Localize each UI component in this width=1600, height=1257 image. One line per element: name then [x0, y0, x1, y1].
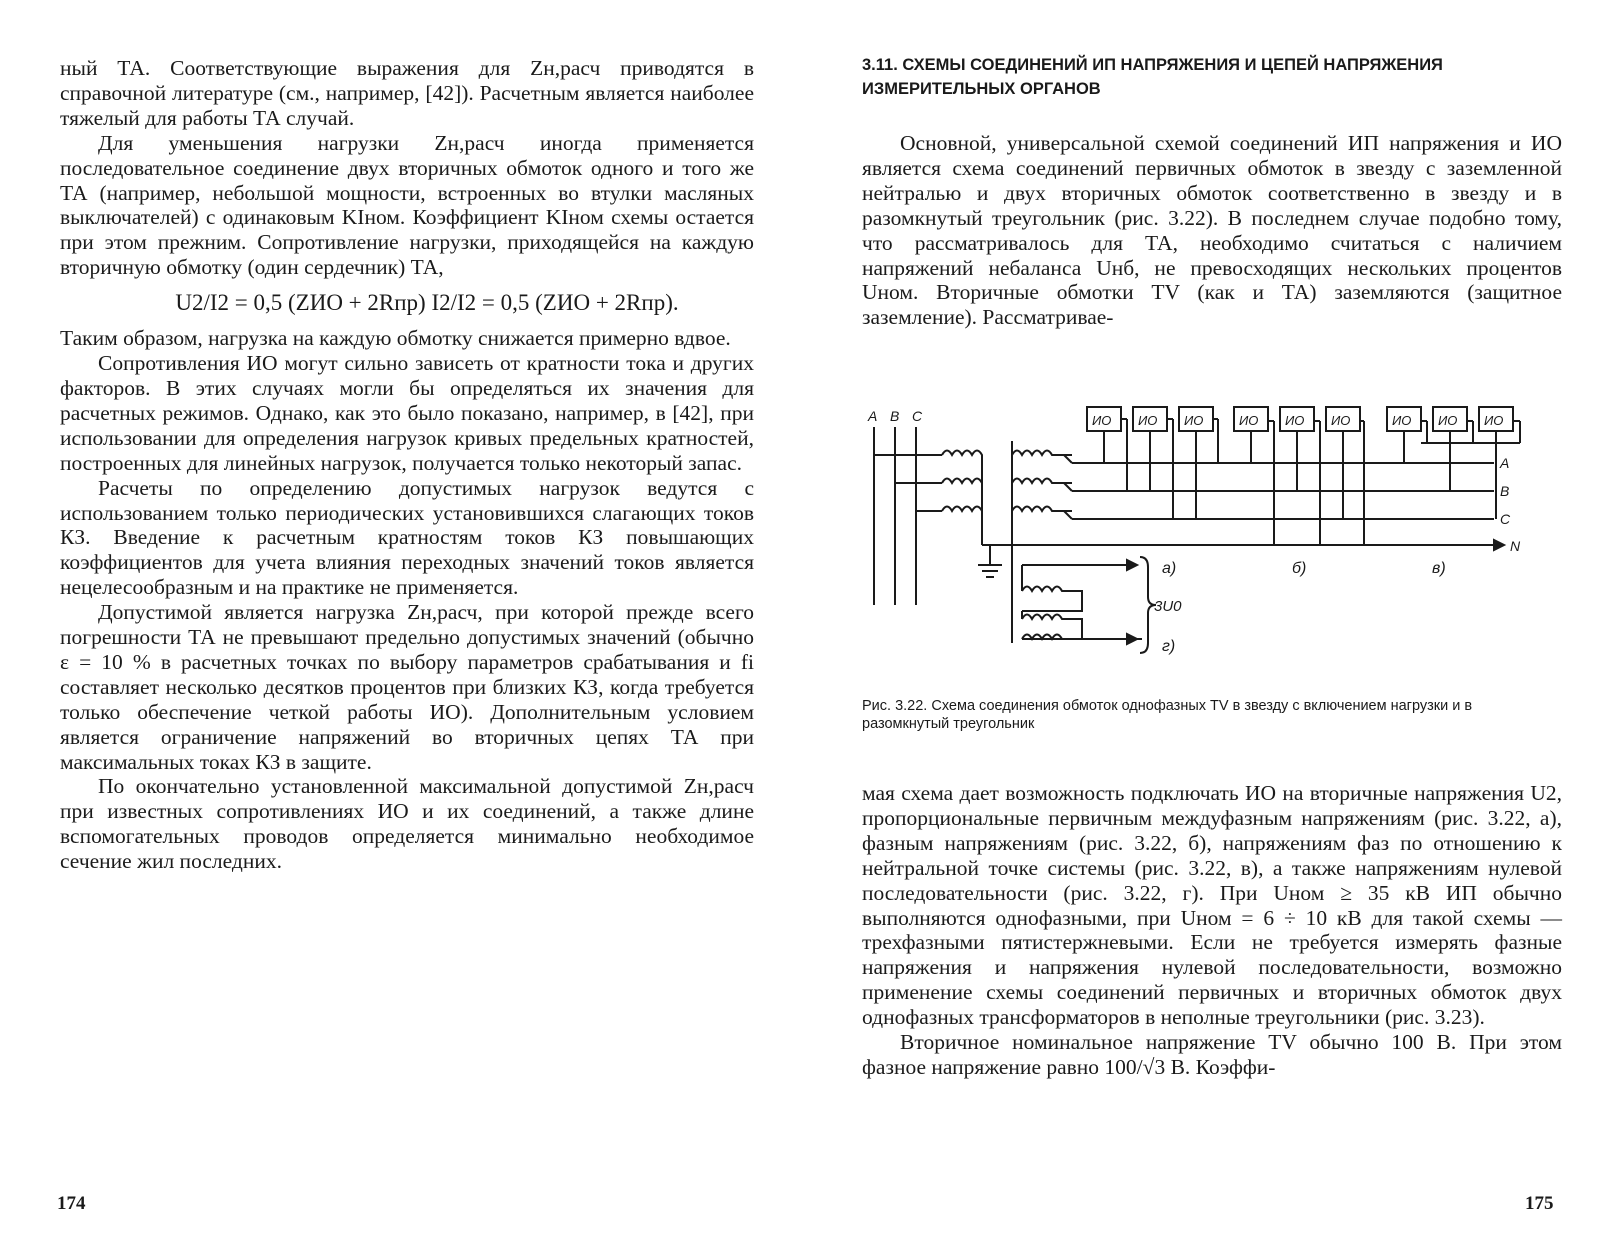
group-label-a: а): [1162, 560, 1177, 577]
group-label-c: в): [1432, 560, 1446, 577]
delta-voltage-label: 3U0: [1154, 598, 1182, 615]
paragraph: Расчеты по определению допустимых нагрузок ведутся с использованием только периодических установившихся слагающих токов КЗ. Введение к расчетным кратностям токов КЗ повышающих коэффициентов для учета влияния переходных значений токов является нецелесообразным и на практике не применяется.: [60, 475, 754, 600]
paragraph: Допустимой является нагрузка Zн,расч, при которой прежде всего погрешности ТА не превышают предельно допустимых значений (обычно ε = 10 % в расчетных точках по выбору параметров срабатывания и fi составляет несколько десятков процентов при близких КЗ, когда требуется только обеспечение четкой работы ИО). Дополнительным условием является ограничение напряжений во вторичных цепях ТА при максимальных токах КЗ в защите.: [60, 600, 754, 774]
paragraph: мая схема дает возможность подключать ИО на вторичные напряжения U2, пропорциональные первичным междуфазным напряжениям (рис. 3.22, а), фазным напряжениям (рис. 3.22, б), напряжениям фаз по отношению к нейтральной точке системы (рис. 3.22, в), а также напряжениям нулевой последовательности (рис. 3.22, г). При Uном ≥ 35 кВ ИП обычно выполняются однофазными, при Uном = 6 ÷ 10 кВ для такой схемы — трехфазными пятистержневыми. Если не требуется измерять фазные напряжения и напряжения нулевой последовательности, возможно применение схемы соединений первичных и вторичных обмоток двух однофазных трансформаторов в неполные треугольники (рис. 3.23).: [862, 781, 1562, 1030]
device-label: ИО: [1392, 413, 1412, 428]
device-label: ИО: [1184, 413, 1204, 428]
group-label-d: г): [1162, 638, 1176, 655]
device-label: ИО: [1138, 413, 1158, 428]
phase-label-b: B: [890, 408, 900, 424]
right-text-bottom: [862, 781, 1562, 1080]
device-label: ИО: [1438, 413, 1458, 428]
group-label-b: б): [1292, 560, 1307, 577]
figure-caption: Рис. 3.22. Схема соединения обмоток однофазных TV в звезду с включением нагрузки и в разомкнутый треугольник: [862, 698, 1473, 732]
device-label: ИО: [1239, 413, 1259, 428]
device-label: ИО: [1285, 413, 1305, 428]
paragraph: Основной, универсальной схемой соединений ИП напряжения и ИО является схема соединений первичных обмоток в звезду с заземленной нейтралью и двух вторичных обмоток соответственно в звезду и в разомкнутый треугольник (рис. 3.22). В последнем случае подобно тому, что рассматривалось для ТА, необходимо считаться с наличием напряжений небаланса Uнб, не превосходящих нескольких процентов Uном. Вторичные обмотки TV (как и ТА) заземляются (защитное заземление). Рассматривае-: [862, 131, 1562, 330]
device-label: ИО: [1484, 413, 1504, 428]
bus-label-c: C: [1500, 511, 1511, 527]
left-page: [0, 0, 790, 1257]
page-number-right: 175: [1525, 1193, 1554, 1214]
wiring-diagram: [862, 405, 1562, 675]
bus-label-a: A: [1500, 455, 1510, 471]
device-label: ИО: [1092, 413, 1112, 428]
paragraph: ный ТА. Соответствующие выражения для Zн,расч приводятся в справочной литературе (см., например, [42]). Расчетным является наиболее тяжелый для работы ТА случай.: [60, 56, 754, 130]
left-text-column: [60, 56, 754, 874]
section-heading: 3.11. СХЕМЫ СОЕДИНЕНИЙ ИП НАПРЯЖЕНИЯ И ЦЕПЕЙ НАПРЯЖЕНИЯ ИЗМЕРИТЕЛЬНЫХ ОРГАНОВ: [862, 56, 1443, 98]
right-page: [810, 0, 1600, 1257]
device-label: ИО: [1331, 413, 1351, 428]
bus-label-b: B: [1500, 483, 1510, 499]
paragraph: Для уменьшения нагрузки Zн,расч иногда применяется последовательное соединение двух вторичных обмоток одного и того же ТА (например, небольшой мощности, встроенных во втулки масляных выключателей) с одинаковым KIном. Коэффициент KIном схемы остается при этом прежним. Сопротивление нагрузки, приходящейся на каждую вторичную обмотку (один сердечник) ТА,: [60, 130, 754, 280]
bus-label-n: N: [1510, 538, 1521, 554]
right-text-top: [862, 131, 1562, 330]
formula: U2/I2 = 0,5 (ZИО + 2Rпр) I2/I2 = 0,5 (ZИО + 2Rпр).: [175, 290, 679, 316]
paragraph: Таким образом, нагрузка на каждую обмотку снижается примерно вдвое.: [60, 326, 731, 351]
paragraph: По окончательно установленной максимальной допустимой Zн,расч при известных сопротивлениях ИО и их соединений, а также длине вспомогательных проводов определяется минимально необходимое сечение жил последних.: [60, 774, 754, 874]
page-number-left: 174: [57, 1193, 86, 1214]
phase-label-c: C: [912, 408, 923, 424]
paragraph: Вторичное номинальное напряжение TV обычно 100 В. При этом фазное напряжение равно 100/√3 В. Коэффи-: [862, 1030, 1562, 1079]
phase-label-a: A: [868, 408, 878, 424]
paragraph: Сопротивления ИО могут сильно зависеть от кратности тока и других факторов. В этих случаях могли бы определяться их значения для расчетных режимов. Однако, как это было показано, например, в [42], при использовании для определения нагрузок кривых предельных кратностей, построенных для линейных нагрузок, получается только некоторый запас.: [60, 351, 754, 475]
